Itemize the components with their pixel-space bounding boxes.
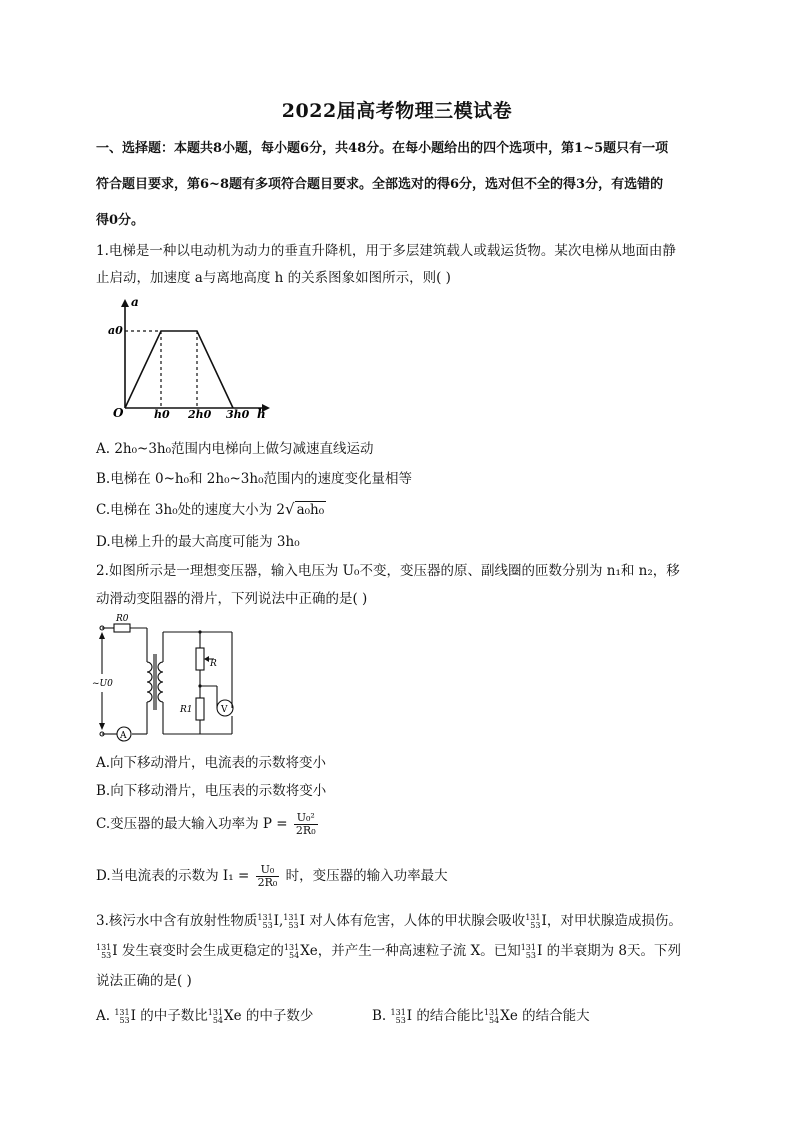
q1-option-b[interactable]: B.电梯在 0~h₀和 2h₀~3h₀范围内的速度变化量相等 (96, 471, 413, 487)
circuit-label-r: R (210, 659, 217, 669)
q3-text: Xe 的结合能大 (500, 1008, 590, 1024)
graph-acceleration-curve (125, 331, 233, 408)
graph-tick-h0: h0 (154, 408, 170, 420)
q3-text: I 的中子数比 (130, 1008, 208, 1024)
q3-text: I，对甲状腺造成损伤。 (541, 913, 682, 929)
circuit-label-r0: R0 (116, 614, 129, 624)
circuit-voltmeter-label: V (221, 705, 228, 715)
iodine-nuclide: 131 53 (283, 912, 299, 930)
q1-stem-line1: 1.电梯是一种以电动机为动力的垂直升降机，用于多层建筑载人或载运货物。某次电梯从地面由静 (96, 243, 676, 259)
q2-option-d-text: D.当电流表的示数为 I₁ = (96, 868, 250, 884)
xenon-nuclide: 131 54 (283, 942, 300, 960)
q2-option-d[interactable] (96, 864, 448, 889)
fraction-numerator: U₀ (256, 864, 280, 877)
fraction-denominator: 2R₀ (295, 824, 316, 837)
q3-text: Xe，并产生一种高速粒子流 X。已知 (300, 943, 521, 959)
graph-y-arrow (121, 299, 129, 307)
q1-stem-line2: 止启动，加速度 a与离地高度 h 的关系图象如图所示，则( ) (96, 270, 451, 286)
q2-option-b[interactable]: B.向下移动滑片，电压表的示数将变小 (96, 783, 327, 799)
q2-option-c[interactable] (96, 812, 320, 837)
iodine-nuclide: 131 53 (257, 912, 273, 930)
q1-option-c-text: C.电梯在 3h₀处的速度大小为 2 (96, 502, 286, 518)
q3-option-b[interactable] (372, 1004, 590, 1025)
q2-option-c-fraction (294, 812, 318, 837)
xenon-nuclide: 131 54 (483, 1007, 500, 1025)
q2-stem-line2: 动滑动变阻器的滑片，下列说法中正确的是( ) (96, 591, 368, 607)
q3-stem-line2 (96, 942, 716, 960)
graph-y-label: a (131, 296, 139, 309)
q2-option-d-fraction (256, 864, 280, 889)
q1-acceleration-height-graph (100, 296, 280, 420)
q1-option-c[interactable] (96, 498, 326, 518)
iodine-nuclide: 131 53 (520, 942, 536, 960)
page-title: 2022届高考物理三模试卷 (281, 100, 513, 122)
option-letter: B. (372, 1008, 387, 1024)
q3-text: I 的结合能比 (406, 1008, 484, 1024)
circuit-label-u0: ~U0 (92, 679, 113, 689)
graph-origin-label: O (113, 406, 124, 420)
graph-tick-2h0: 2h0 (188, 408, 212, 420)
q1-option-d[interactable]: D.电梯上升的最大高度可能为 3h₀ (96, 534, 300, 550)
graph-x-label: h (257, 407, 266, 420)
graph-a0-label: a0 (108, 324, 123, 337)
q3-stem-line3: 说法正确的是( ) (96, 973, 192, 989)
iodine-nuclide: 131 53 (525, 912, 541, 930)
section-instructions-line3: 得0分。 (96, 213, 145, 228)
fraction-denominator: 2R₀ (257, 876, 278, 889)
q3-text: Xe 的中子数少 (224, 1008, 314, 1024)
q3-stem-line1 (96, 912, 716, 930)
iodine-nuclide: 131 53 (390, 1007, 406, 1025)
xenon-nuclide: 131 54 (207, 1007, 224, 1025)
q3-text: I, (273, 913, 284, 929)
sqrt-symbol: √ (285, 500, 295, 518)
fraction-numerator: U₀² (294, 812, 318, 825)
q3-text: I 的半衰期为 8天。下列 (536, 943, 681, 959)
q3-text: 3.核污水中含有放射性物质 (96, 913, 258, 929)
option-letter: A. (96, 1008, 111, 1024)
q2-transformer-circuit (92, 612, 252, 752)
section-instructions-line2: 符合题目要求，第6~8题有多项符合题目要求。全部选对的得6分，选对但不全的得3分，有选错的 (96, 177, 664, 192)
q3-text: I 对人体有危害，人体的甲状腺会吸收 (299, 913, 526, 929)
q2-option-a[interactable]: A.向下移动滑片，电流表的示数将变小 (96, 755, 327, 771)
circuit-label-r1: R1 (180, 705, 193, 715)
q1-option-a[interactable]: A. 2h₀~3h₀范围内电梯向上做匀减速直线运动 (96, 441, 374, 457)
section-instructions-line1: 一、选择题：本题共8小题，每小题6分，共48分。在每小题给出的四个选项中，第1~5题只有一项 (96, 141, 669, 156)
q3-text: I 发生衰变时会生成更稳定的 (112, 943, 284, 959)
circuit-ammeter-label: A (120, 731, 127, 741)
q1-option-c-radicand: a₀h₀ (296, 502, 325, 518)
graph-tick-3h0: 3h0 (226, 408, 250, 420)
iodine-nuclide: 131 53 (96, 942, 112, 960)
q2-option-d-tail: 时，变压器的输入功率最大 (285, 868, 448, 884)
q2-stem-line1: 2.如图所示是一理想变压器，输入电压为 U₀不变，变压器的原、副线圈的匝数分别为 n₁和 n₂，移 (96, 563, 680, 579)
q3-option-a[interactable] (96, 1004, 313, 1025)
iodine-nuclide: 131 53 (114, 1007, 130, 1025)
q2-option-c-text: C.变压器的最大输入功率为 P = (96, 816, 288, 832)
